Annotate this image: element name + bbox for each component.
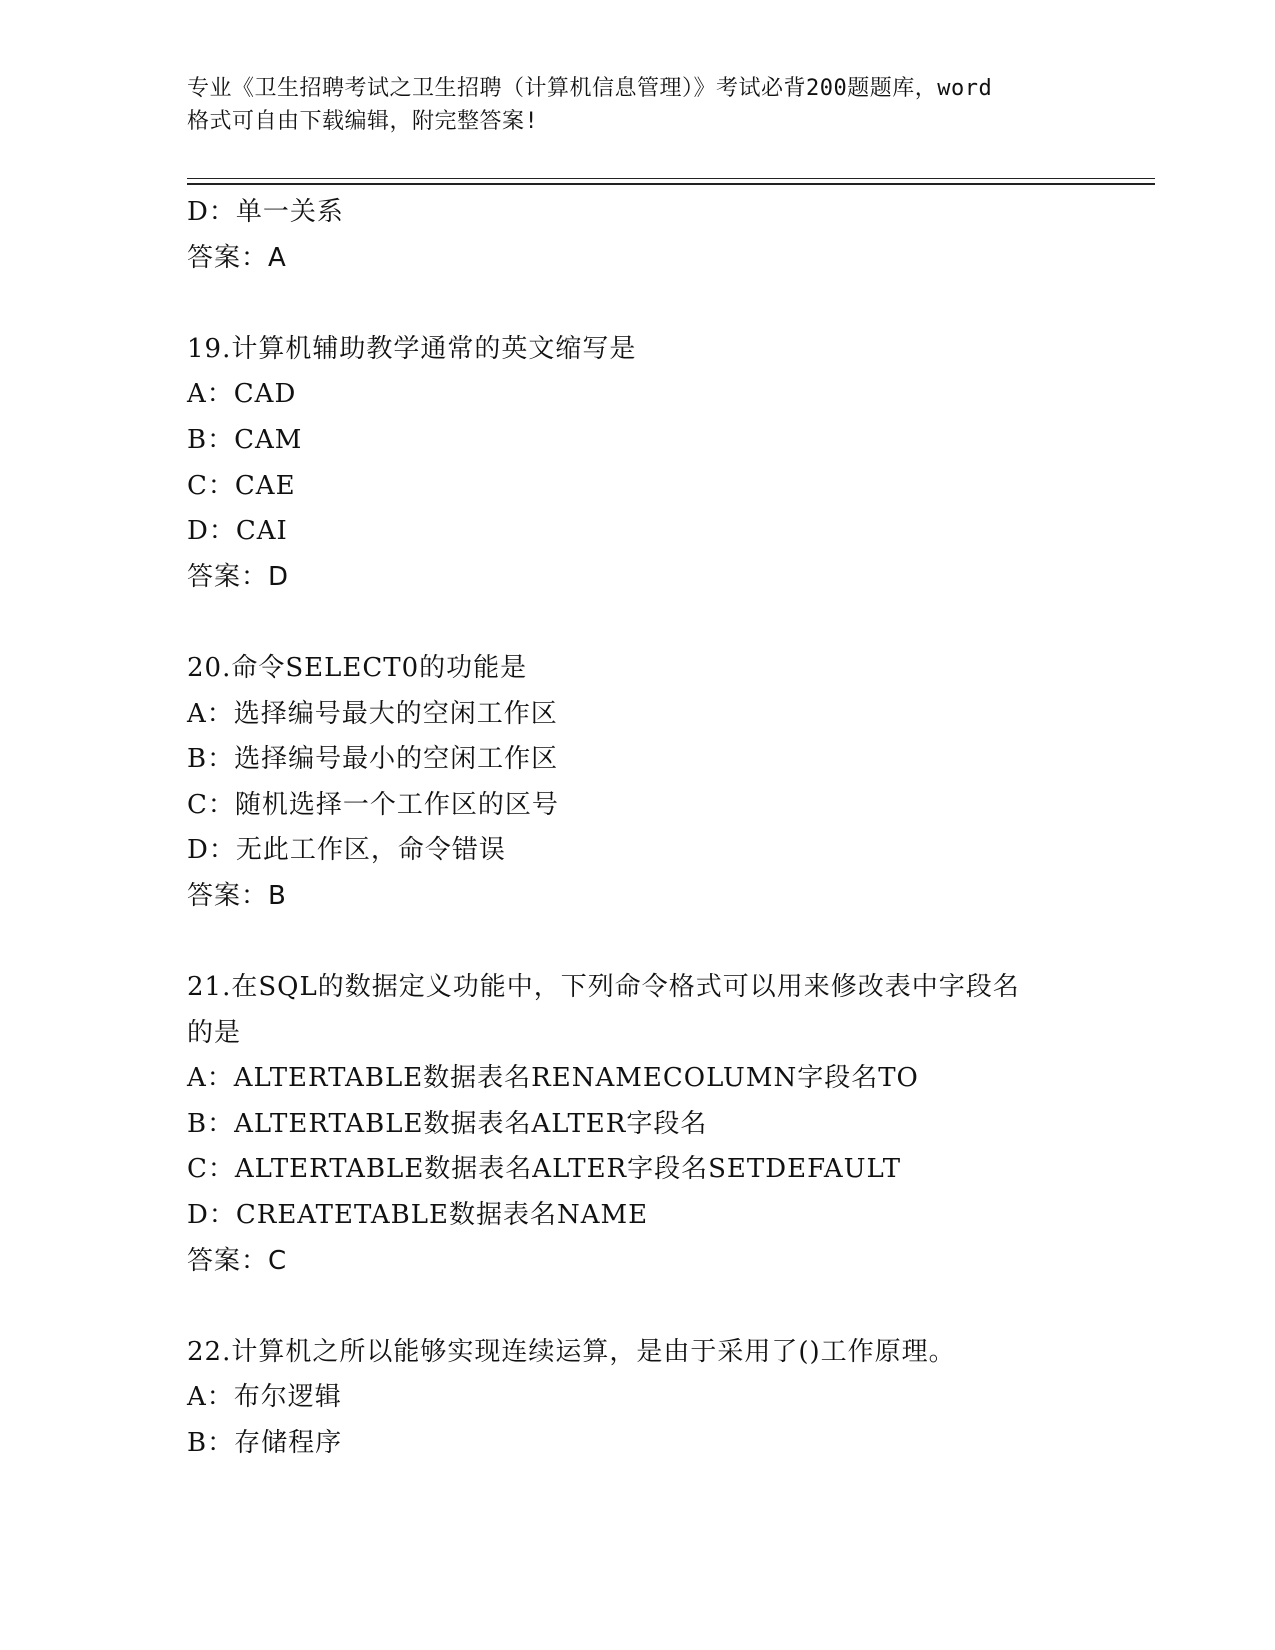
q22-stem: 22.计算机之所以能够实现连续运算，是由于采用了()工作原理。 [187, 1336, 956, 1367]
header-line-1: 专业《卫生招聘考试之卫生招聘（计算机信息管理）》考试必背200题题库，word [187, 76, 993, 101]
spacer [187, 920, 1087, 966]
header-line-2: 格式可自由下载编辑，附完整答案! [187, 109, 539, 134]
document-header [187, 72, 1087, 138]
question-list [187, 190, 1087, 1467]
spacer [187, 600, 1087, 646]
header-rule-thin [187, 178, 1155, 179]
q21-answer: 答案：C [187, 1245, 288, 1276]
q21-option-a: A：ALTERTABLE数据表名RENAMECOLUMN字段名TO [187, 1063, 919, 1094]
q20-option-c: C：随机选择一个工作区的区号 [187, 789, 559, 820]
q22-option-a: A：布尔逻辑 [187, 1382, 342, 1413]
q20-option-d: D：无此工作区，命令错误 [187, 835, 506, 866]
q19-option-c: C：CAE [187, 470, 296, 501]
q19-answer: 答案：D [187, 561, 290, 592]
q20-answer: 答案：B [187, 880, 287, 911]
header-rule-thick [187, 183, 1155, 185]
prev-option-d: D：单一关系 [187, 197, 344, 227]
q21-option-c: C：ALTERTABLE数据表名ALTER字段名SETDEFAULT [187, 1154, 902, 1185]
q21-stem-line-2: 的是 [187, 1017, 242, 1048]
q20-stem: 20.命令SELECT0的功能是 [187, 652, 528, 683]
spacer [187, 281, 1087, 327]
q19-option-d: D：CAI [187, 516, 288, 547]
q20-option-b: B：选择编号最小的空闲工作区 [187, 744, 559, 775]
q21-stem-line-1: 21.在SQL的数据定义功能中，下列命令格式可以用来修改表中字段名 [187, 972, 1020, 1003]
q19-option-a: A：CAD [187, 379, 297, 410]
q21-option-b: B：ALTERTABLE数据表名ALTER字段名 [187, 1108, 708, 1139]
q21-option-d: D：CREATETABLE数据表名NAME [187, 1200, 649, 1231]
q19-option-b: B：CAM [187, 424, 303, 455]
prev-answer: 答案：A [187, 242, 287, 273]
q19-stem: 19.计算机辅助教学通常的英文缩写是 [187, 333, 637, 364]
spacer [187, 1284, 1087, 1330]
q22-option-b: B：存储程序 [187, 1428, 343, 1459]
q20-option-a: A：选择编号最大的空闲工作区 [187, 698, 558, 729]
